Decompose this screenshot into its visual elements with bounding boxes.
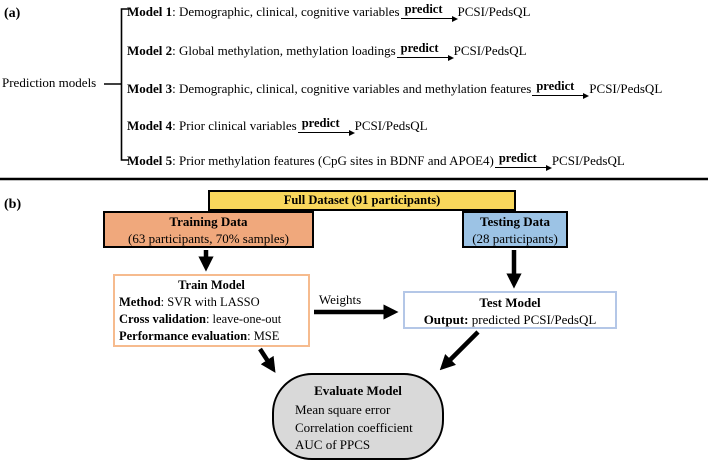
evaluate-model-box — [272, 373, 444, 460]
cv-label: Cross validation — [119, 312, 206, 326]
training-data-subtitle: (63 participants, 70% samples) — [127, 230, 289, 246]
model-4-name: Model 4 — [127, 118, 173, 133]
predict-label: predict — [536, 79, 575, 93]
evaluate-line-corr: Correlation coefficient — [295, 419, 413, 435]
model-row-3 — [127, 80, 662, 98]
model-row-5 — [127, 152, 625, 170]
test-model-title: Test Model — [479, 295, 541, 310]
model-1-target: PCSI/PedsQL — [457, 4, 531, 19]
method-text: : SVR with LASSO — [160, 295, 260, 309]
model-5-desc: : Prior methylation features (CpG sites in BDNF and APOE4) — [172, 153, 494, 168]
predict-arrow — [404, 1, 444, 18]
testing-data-subtitle: (28 participants) — [472, 230, 558, 246]
model-4-desc: : Prior clinical variables — [172, 118, 297, 133]
train-model-perf-row — [119, 328, 304, 345]
method-label: Method — [119, 295, 161, 309]
predict-arrow — [301, 115, 341, 132]
testing-data-title: Testing Data — [480, 214, 550, 229]
arrow-train-model-to-evaluate — [260, 349, 273, 369]
testing-data-box — [462, 211, 568, 248]
perf-label: Performance evaluation — [119, 329, 248, 343]
predict-arrow — [535, 78, 575, 95]
predict-label: predict — [301, 116, 340, 130]
model-3-name: Model 3 — [127, 81, 173, 96]
full-dataset-title: Full Dataset (91 participants) — [283, 193, 441, 207]
models-bracket — [104, 9, 129, 160]
prediction-models-label: Prediction models — [2, 75, 97, 90]
model-5-target: PCSI/PedsQL — [551, 153, 625, 168]
model-3-desc: : Demographic, clinical, cognitive variables and methylation features — [172, 81, 532, 96]
predict-arrow — [498, 150, 538, 167]
model-5-name: Model 5 — [127, 153, 173, 168]
model-2-name: Model 2 — [127, 43, 173, 58]
model-4-target: PCSI/PedsQL — [354, 118, 428, 133]
predict-label: predict — [498, 151, 537, 165]
full-dataset-box — [208, 190, 516, 211]
model-2-target: PCSI/PedsQL — [453, 43, 527, 58]
train-model-method-row — [119, 294, 304, 311]
perf-text: : MSE — [247, 329, 280, 343]
predict-label: predict — [400, 41, 439, 55]
model-row-2 — [127, 42, 527, 60]
train-model-cv-row — [119, 311, 304, 328]
predict-arrow — [400, 40, 440, 57]
train-model-title: Train Model — [178, 278, 245, 292]
model-1-name: Model 1 — [127, 4, 173, 19]
model-row-4 — [127, 117, 428, 135]
test-model-output-row — [405, 311, 615, 328]
model-2-desc: : Global methylation, methylation loadings — [172, 43, 396, 58]
panel-a-label: (a) — [4, 6, 21, 21]
arrow-test-model-to-evaluate — [443, 332, 478, 367]
train-model-box — [113, 274, 310, 347]
training-data-title: Training Data — [169, 214, 248, 229]
model-1-desc: : Demographic, clinical, cognitive variables — [172, 4, 400, 19]
evaluate-model-title: Evaluate Model — [314, 383, 402, 398]
model-row-1 — [127, 3, 531, 21]
model-3-target: PCSI/PedsQL — [589, 81, 663, 96]
evaluate-line-auc: AUC of PPCS — [295, 437, 371, 452]
panel-b-label: (b) — [4, 197, 22, 212]
output-label: Output: — [423, 312, 469, 327]
weights-label: Weights — [318, 292, 362, 307]
cv-text: : leave-one-out — [205, 312, 282, 326]
training-data-box — [103, 211, 314, 248]
predict-label: predict — [404, 2, 443, 16]
evaluate-line-mse: Mean square error — [295, 402, 391, 417]
output-text: predicted PCSI/PedsQL — [468, 312, 597, 327]
test-model-box — [403, 291, 617, 329]
